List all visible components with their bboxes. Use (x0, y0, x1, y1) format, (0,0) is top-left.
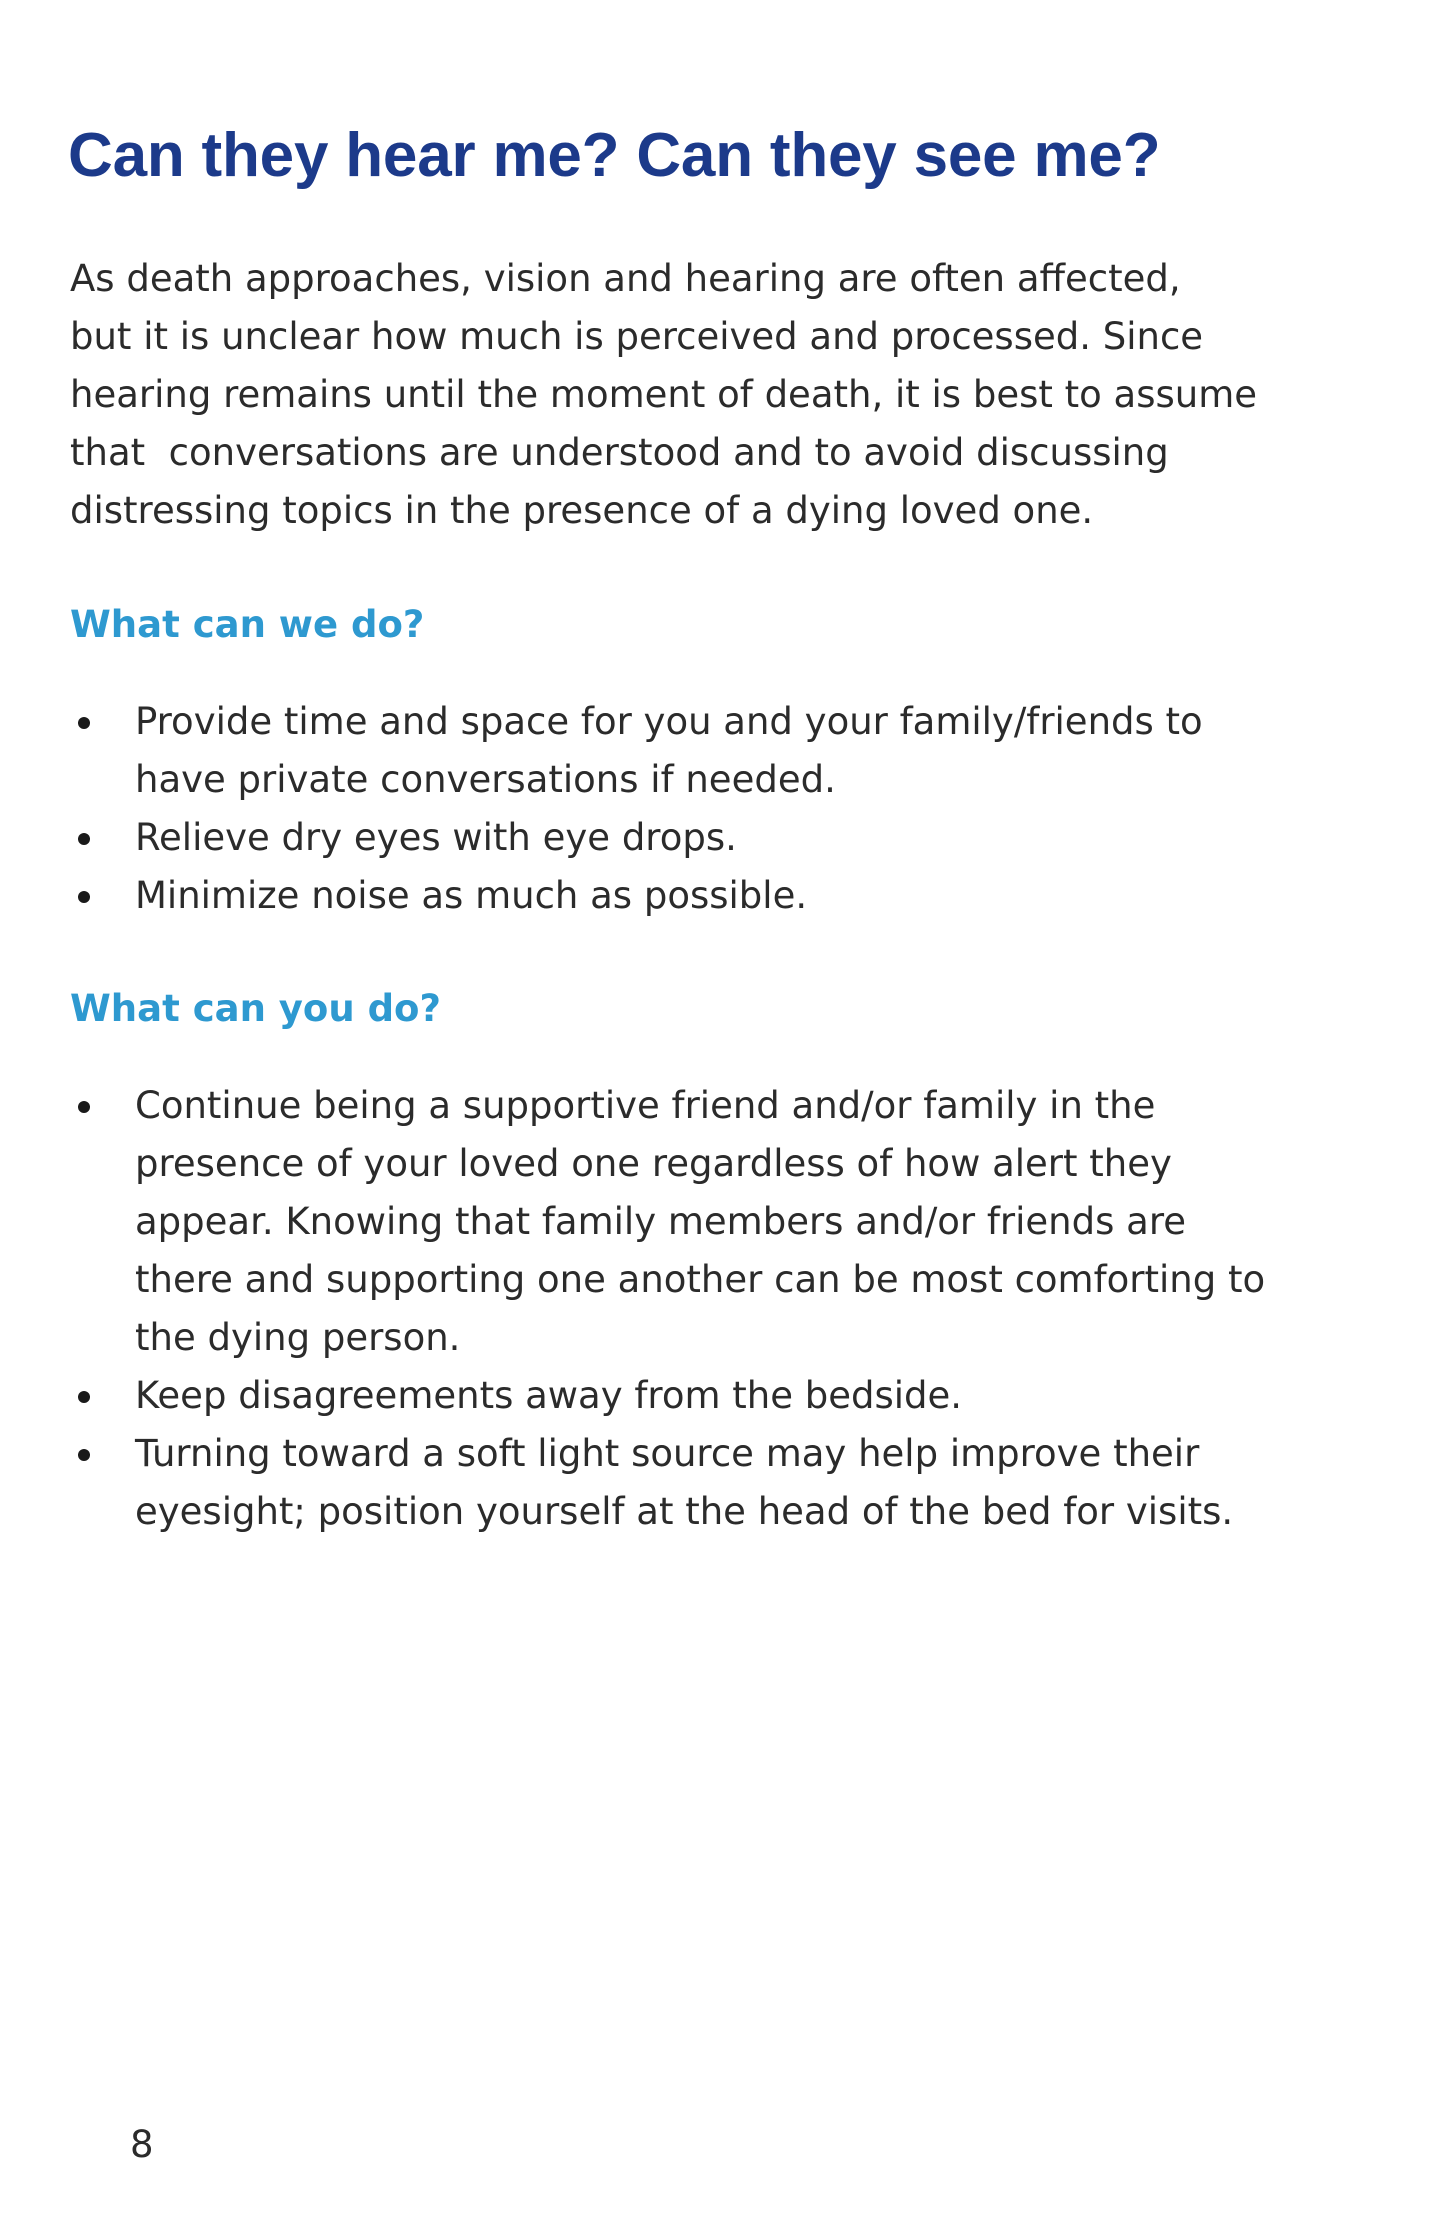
bullet-icon (78, 1391, 90, 1403)
intro-line: As death approaches, vision and hearing are often affected, (70, 257, 1181, 300)
bullet-icon (78, 717, 90, 729)
list-item-line: Provide time and space for you and your family/friends to (135, 700, 1203, 743)
intro-line: distressing topics in the presence of a dying loved one. (70, 489, 1094, 532)
you-can-do-list (70, 1077, 1380, 1541)
section-heading-what-can-we-do: What can we do? (70, 603, 425, 646)
bullet-icon (78, 833, 90, 845)
we-can-do-list (70, 693, 1380, 925)
list-item (70, 693, 1380, 809)
list-item-line: Relieve dry eyes with eye drops. (135, 816, 737, 859)
page-number: 8 (130, 2123, 154, 2166)
bullet-icon (78, 1101, 90, 1113)
intro-line: hearing remains until the moment of death, it is best to assume (70, 373, 1258, 416)
list-item-line: Minimize noise as much as possible. (135, 874, 808, 917)
list-item-line: eyesight; position yourself at the head of the bed for visits. (135, 1490, 1234, 1533)
bullet-icon (78, 891, 90, 903)
intro-paragraph (70, 250, 1380, 540)
list-item-line: the dying person. (135, 1316, 461, 1359)
section-heading-what-can-you-do: What can you do? (70, 987, 441, 1030)
list-item (70, 1077, 1380, 1367)
list-item-line: appear. Knowing that family members and/or friends are (135, 1200, 1186, 1243)
list-item (70, 1367, 1380, 1425)
page-title: Can they hear me? Can they see me? (68, 121, 1161, 190)
list-item-line: Continue being a supportive friend and/or family in the (135, 1084, 1156, 1127)
list-item-line: Turning toward a soft light source may help improve their (135, 1432, 1200, 1475)
intro-line: that conversations are understood and to avoid discussing (70, 431, 1169, 474)
list-item (70, 809, 1380, 867)
list-item-line: have private conversations if needed. (135, 758, 836, 801)
list-item (70, 867, 1380, 925)
list-item-line: Keep disagreements away from the bedside. (135, 1374, 963, 1417)
bullet-icon (78, 1449, 90, 1461)
list-item-line: there and supporting one another can be most comforting to (135, 1258, 1266, 1301)
list-item-line: presence of your loved one regardless of how alert they (135, 1142, 1172, 1185)
intro-line: but it is unclear how much is perceived and processed. Since (70, 315, 1204, 358)
list-item (70, 1425, 1380, 1541)
